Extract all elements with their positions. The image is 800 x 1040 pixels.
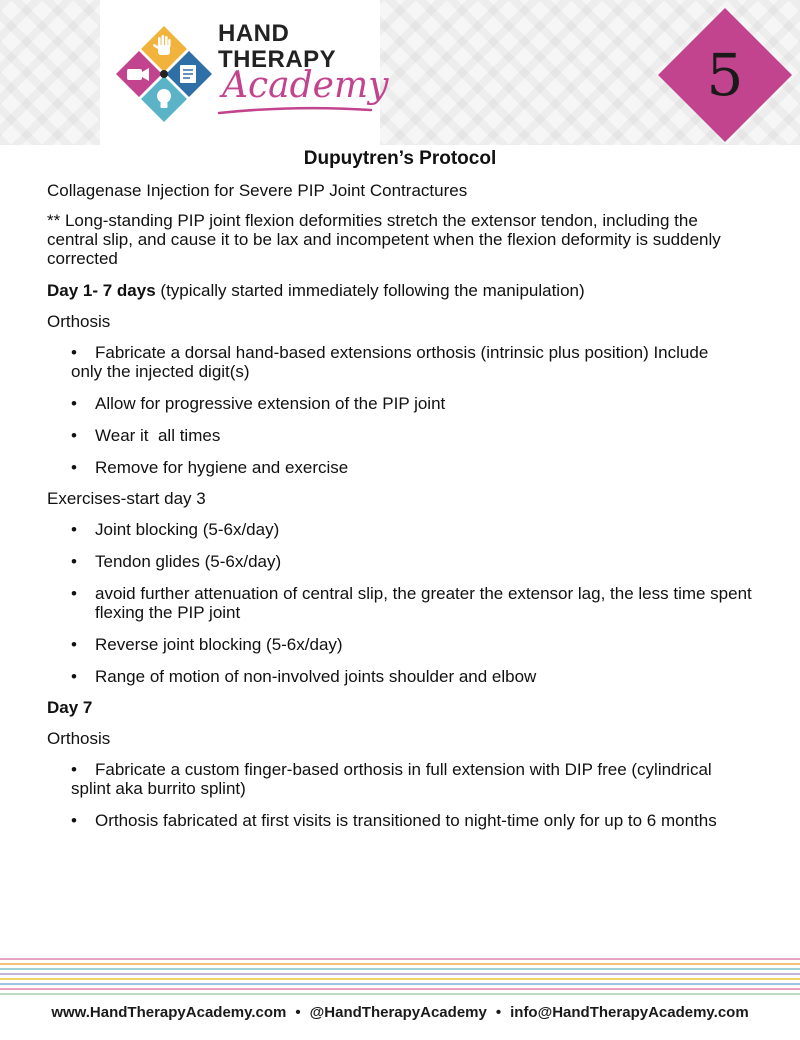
bullet-icon: • [71, 552, 77, 571]
footer-separator: • [495, 1004, 502, 1021]
bullet-icon: • [71, 635, 77, 654]
list-item-text: Fabricate a custom finger-based orthosis in full extension with DIP free (cylindrical splint aka burrito splint) [71, 760, 712, 798]
list-item-text: Allow for progressive extension of the PIP joint [95, 394, 446, 413]
logo [100, 0, 389, 145]
list-item-text: Joint blocking (5-6x/day) [95, 520, 280, 539]
day1-heading-detail: (typically started immediately following the manipulation) [155, 281, 585, 300]
list-item [71, 394, 755, 413]
footer-stripe [0, 978, 800, 980]
warning-note: ** Long-standing PIP joint flexion deformities stretch the extensor tendon, including the central slip, and cause it to be lax and incompetent when the flexion deformity is suddenly corrected [47, 211, 721, 268]
list-item [71, 635, 755, 654]
list-item-text: Range of motion of non-involved joints shoulder and elbow [95, 667, 537, 686]
logo-center-dot [160, 70, 168, 78]
list-item-text: Remove for hygiene and exercise [95, 458, 349, 477]
day7-orthosis-label: Orthosis [47, 729, 111, 748]
list-item [71, 667, 755, 686]
list-item-text: Fabricate a dorsal hand-based extensions orthosis (intrinsic plus position) Include only the injected digit(s) [71, 343, 709, 381]
camera-icon [127, 68, 149, 81]
footer-stripe [0, 973, 800, 975]
list-item-text: Tendon glides (5-6x/day) [95, 552, 282, 571]
list-item [71, 552, 755, 571]
brand-line-therapy: THERAPY [218, 46, 337, 73]
list-item [71, 458, 755, 477]
bullet-icon: • [71, 667, 77, 686]
bullet-icon: • [71, 520, 77, 539]
document-subtitle: Collagenase Injection for Severe PIP Joint Contractures [47, 181, 468, 200]
bullet-icon: • [71, 760, 77, 779]
footer-stripe [0, 958, 800, 960]
bullet-icon: • [71, 458, 77, 477]
list-item [71, 426, 755, 445]
footer-separator: • [295, 1004, 301, 1021]
bullet-icon: • [71, 584, 77, 603]
bullet-icon: • [71, 343, 77, 362]
brand-script-academy: Academy [222, 65, 389, 106]
footer-stripe [0, 988, 800, 990]
header [0, 0, 800, 145]
footer-stripe [0, 983, 800, 985]
day7-heading [47, 698, 747, 717]
footer-stripe [0, 963, 800, 965]
exercises-label: Exercises-start day 3 [47, 489, 206, 508]
bullet-icon: • [71, 811, 77, 830]
document-title: Dupuytren’s Protocol [303, 148, 497, 169]
list-item [71, 760, 731, 798]
footer [0, 1004, 800, 1022]
bullet-icon: • [71, 426, 77, 445]
book-icon [180, 65, 196, 83]
day1-heading-line [47, 281, 747, 300]
brand-underline [215, 104, 375, 118]
logo-mark [114, 24, 214, 124]
day1-heading: Day 1- 7 days [47, 281, 156, 300]
bullet-icon: • [71, 394, 77, 413]
document-body [47, 145, 752, 843]
page-number: 5 [706, 41, 744, 109]
day7-heading-text: Day 7 [47, 698, 93, 717]
footer-stripes [0, 958, 800, 998]
list-item-text: Reverse joint blocking (5-6x/day) [95, 635, 343, 654]
list-item [71, 520, 755, 539]
list-item [71, 584, 755, 622]
footer-stripe [0, 993, 800, 995]
footer-website-link[interactable]: www.HandTherapyAcademy.com [51, 1004, 287, 1021]
list-item [71, 811, 731, 830]
list-item [71, 343, 731, 381]
list-item-text: Wear it all times [95, 426, 221, 445]
brand-line-hand: HAND [218, 20, 290, 47]
footer-email-link[interactable]: info@HandTherapyAcademy.com [510, 1004, 749, 1021]
list-item-text: Orthosis fabricated at first visits is transitioned to night-time only for up to 6 months [95, 811, 717, 830]
footer-stripe [0, 968, 800, 970]
list-item-text: avoid further attenuation of central slip, the greater the extensor lag, the less time spent flexing the PIP joint [95, 584, 752, 622]
day1-orthosis-label: Orthosis [47, 312, 111, 331]
footer-handle-link[interactable]: @HandTherapyAcademy [309, 1004, 487, 1021]
